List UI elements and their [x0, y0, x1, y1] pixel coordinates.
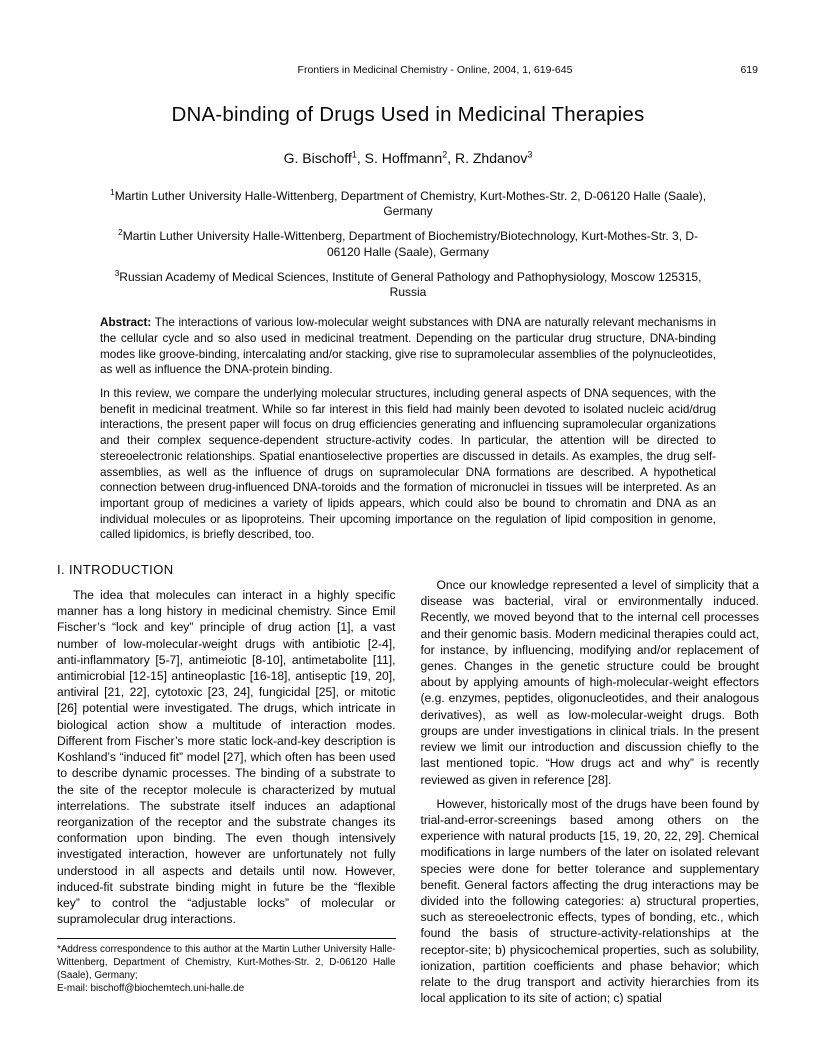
- author: [365, 150, 455, 166]
- author-name: S. Hoffmann: [364, 150, 443, 166]
- paper-title: DNA-binding of Drugs Used in Medicinal Therapies: [171, 103, 645, 126]
- author-separator: ,: [356, 150, 365, 166]
- affiliation: [106, 267, 710, 300]
- affiliation-superscript: 2: [117, 227, 123, 238]
- abstract-label: Abstract:: [100, 316, 152, 330]
- author-separator: ,: [447, 150, 455, 166]
- two-column-body: [57, 577, 759, 1006]
- abstract-paragraph-2: In this review, we compare the underlying molecular structures, including general aspects of DNA sequences, with the benefit in medicinal treatment. While so far interest in this field had mainly been devoted to isolated nucleic acid/drug interactions, the present paper will focus on drug efficiencies generating and influencing supramolecular organizations and their complex sequence-dependent structure-activity codes. In particular, the attention will be directed to stereoelectronic relationships. Spatial enantioselective properties are discussed in details. As examples, the drug self-assemblies, as well as the influence of drugs on supramolecular DNA formations are described. A hypothetical connection between drug-influenced DNA-toroids and the formation of micronuclei in tissues will be interpreted. As an important group of medicines a variety of lipids appears, which could also be bound to chromatin and DNA as an individual molecules or as lipoproteins. Their upcoming importance on the regulation of lipid composition in genome, called lipidomics, is briefly described, too.: [100, 387, 716, 542]
- left-column: [57, 577, 396, 1006]
- journal-citation-line: Frontiers in Medicinal Chemistry - Online, 2004, 1, 619-645: [297, 64, 573, 76]
- author-name: G. Bischoff: [283, 150, 352, 166]
- abstract-text-1: The interactions of various low-molecular weight substances with DNA are naturally relevant mechanisms in the cellular cycle and so also used in medicinal treatment. Depending on the particular drug structure, DNA-binding modes like groove-binding, intercalating and/or stacking, give rise to supramolecular assemblies of the polynucleotides, as well as influence the DNA-protein binding.: [100, 316, 716, 377]
- correspondence-footnote: [57, 944, 396, 996]
- affiliation: [106, 189, 710, 219]
- author-affiliation-superscript: 1: [351, 149, 357, 160]
- page-number: 619: [740, 64, 758, 76]
- section-heading-introduction: I. INTRODUCTION: [57, 562, 174, 578]
- author: [284, 150, 365, 166]
- page-header: [57, 64, 759, 78]
- author: [455, 150, 532, 166]
- affiliation-superscript: 1: [109, 187, 115, 197]
- affiliation-text: Martin Luther University Halle-Wittenberg, Department of Chemistry, Kurt-Mothes-Str. 2, D-06120 Halle (Saale), Germany: [114, 189, 707, 219]
- abstract-paragraph-1: [100, 315, 716, 378]
- affiliation-text: Russian Academy of Medical Sciences, Institute of General Pathology and Pathophysiology, Moscow 125315, Russia: [119, 269, 702, 300]
- footnote-email: E-mail: bischoff@biochemtech.uni-halle.de: [57, 983, 245, 995]
- right-column: [421, 577, 760, 1006]
- intro-paragraph-right-2: However, historically most of the drugs have been found by trial-and-error-screenings based among others on the experience with natural products [15, 19, 20, 22, 29]. Chemical modifications in large numbers of the later on isolated relevant species were done for better tolerance and supplementary benefit. General factors affecting the drug interactions may be divided into the following categories: a) structural properties, such as stereoelectronic effects, types of bonding, etc., which found the basis of structure-activity-relationships at the receptor-site; b) physicochemical properties, such as solubility, ionization, partition coefficients and phase behavior; which relate to the drug transport and activity hierarchies from its local application to its site of action; c) spatial: [420, 796, 759, 1006]
- author-affiliation-superscript: 3: [527, 149, 533, 160]
- intro-paragraph-right-1: Once our knowledge represented a level of simplicity that a disease was bacterial, viral or environmentally induced. Recently, we moved beyond that to the internal cell processes and their genomic basis. Modern medicinal therapies could act, for instance, by influencing, modifying and/or replacement of genes. Changes in the genetic structure could be brought about by applying amounts of high-molecular-weight effectors (e.g. enzymes, peptides, oligonucleotides, and their analogous derivatives), as well as low-molecular-weight drugs. Both groups are under investigations in clinical trials. In the present review we limit our introduction and discussion chiefly to the last mentioned topic. “How drugs act and why” is recently reviewed as given in reference [28].: [420, 578, 759, 787]
- authors-line: [57, 150, 759, 166]
- footnote-divider: [57, 938, 396, 939]
- author-affiliation-superscript: 2: [442, 149, 448, 160]
- author-name: R. Zhdanov: [454, 150, 528, 166]
- affiliation: [106, 229, 710, 259]
- affiliation-text: Martin Luther University Halle-Wittenberg, Department of Biochemistry/Biotechnology, Kurt-Mothes-Str. 3, D-06120 Halle (Saale), Germany: [122, 229, 699, 259]
- abstract-block: [100, 315, 716, 543]
- affiliation-superscript: 3: [114, 267, 120, 278]
- intro-paragraph-left: The idea that molecules can interact in a highly specific manner has a long history in medicinal chemistry. Since Emil Fischer’s “lock and key” principle of drug action [1], a vast number of low-molecular-weight drugs with antibiotic [2-4], anti-inflammatory [5-7], antimeiotic [8-10], antimetabolite [11], antimicrobial [12-15] antineoplastic [16-18], antiseptic [19, 20], antiviral [21, 22], cytotoxic [23, 24], fungicidal [25], or mitotic [26] potential were investigated. The drugs, which intricate in biological action show a multitude of interaction modes. Different from Fischer’s more static lock-and-key description is Koshland’s “induced fit” model [27], which often has been used to describe dynamic processes. The binding of a substrate to the site of the receptor molecule is characterized by mutual interrelations. The substrate itself induces an adaptional reorganization of the receptor and the substrate changes its conformation upon binding. The even though intensively investigated interaction, however are unfortunately not fully understood in all aspects and details until now. However, induced-fit substrate binding might in future be the “flexible key” to control the “adjustable locks” of molecular or supramolecular drug interactions.: [57, 588, 396, 927]
- footnote-address: *Address correspondence to this author at the Martin Luther University Halle-Wittenberg, Department of Chemistry, Kurt-Mothes-Str. 2, D-06120 Halle (Saale), Germany;: [57, 944, 396, 982]
- footnote-block: [57, 938, 396, 996]
- affiliations-block: [57, 189, 759, 300]
